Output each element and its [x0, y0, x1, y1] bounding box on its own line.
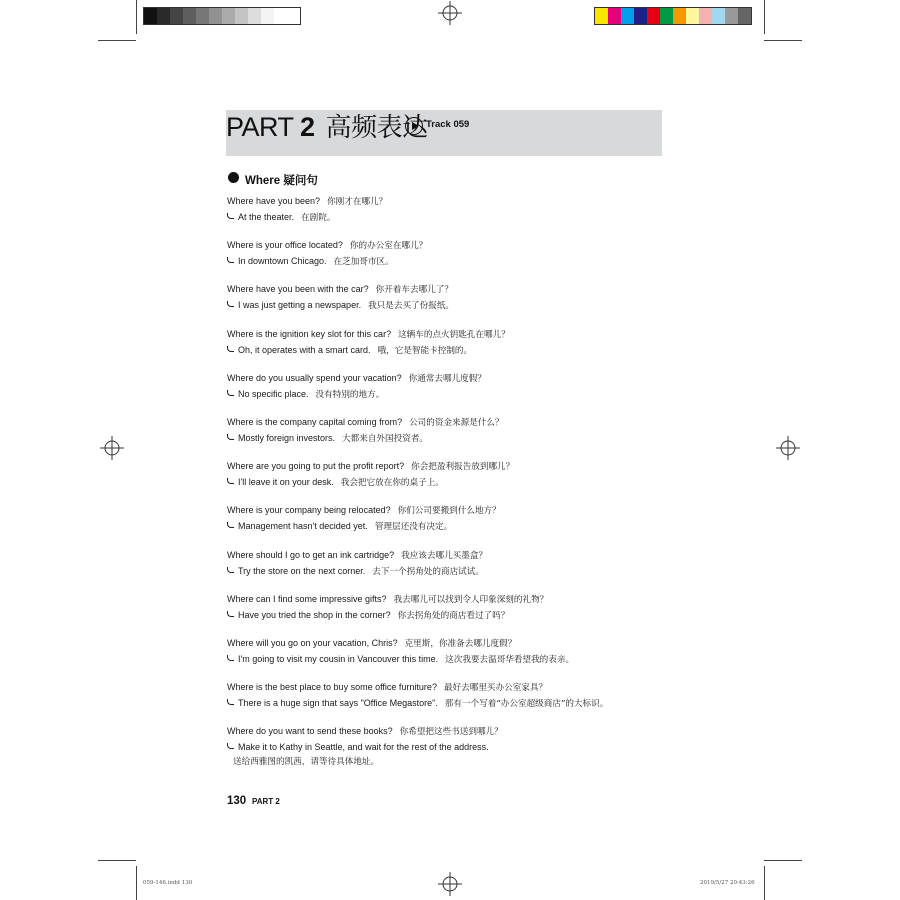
reply-arrow-icon [227, 522, 234, 528]
question-chinese: 你通常去哪儿度假？ [408, 373, 486, 384]
calibration-swatch [183, 8, 196, 24]
answer-chinese: 我会把它放在你的桌子上。 [340, 478, 444, 489]
crop-mark [764, 860, 802, 861]
crop-mark [98, 860, 136, 861]
color-calibration-bar [594, 7, 752, 25]
calibration-swatch [595, 8, 608, 24]
crop-mark [764, 0, 765, 34]
reply-arrow-icon [227, 567, 234, 573]
question-chinese: 公司的资金来源是什么？ [409, 417, 504, 428]
calibration-swatch [287, 8, 300, 24]
crop-mark [764, 866, 765, 900]
page-number: 130 [227, 795, 247, 807]
answer-chinese: 没有特别的地方。 [315, 389, 385, 400]
page-title [226, 107, 428, 144]
qa-item [227, 459, 687, 503]
answer-english: At the theater. [238, 212, 295, 222]
question-english: Where have you been? [227, 196, 321, 206]
qa-item [227, 371, 687, 415]
grayscale-calibration-bar [143, 7, 301, 25]
question-line [227, 680, 687, 696]
qa-item [227, 415, 687, 459]
answer-chinese: 这次我要去温哥华看望我的表亲。 [445, 654, 575, 665]
question-line [227, 238, 687, 254]
answer-english: I'll leave it on your desk. [238, 477, 334, 488]
question-english: Where have you been with the car? [227, 284, 369, 295]
question-line [227, 194, 687, 210]
answer-line [227, 210, 687, 226]
answer-english: I'm going to visit my cousin in Vancouver this time. [238, 653, 439, 664]
answer-chinese: 那有一个写着“办公室超级商店”的大标识。 [444, 699, 609, 710]
calibration-swatch [634, 8, 647, 24]
play-icon[interactable] [405, 117, 423, 135]
section-title: Where 疑问句 [245, 175, 318, 187]
qa-item [227, 724, 687, 768]
crop-mark [98, 40, 136, 41]
calibration-swatch [725, 8, 738, 24]
reply-arrow-icon [227, 213, 234, 219]
question-english: Where can I find some impressive gifts? [227, 593, 387, 604]
answer-english: In downtown Chicago. [238, 256, 327, 267]
answer-english: There is a huge sign that says "Office Megastore". [238, 698, 438, 709]
reply-arrow-icon [227, 743, 234, 749]
answer-english: Try the store on the next corner. [238, 565, 366, 576]
question-chinese: 最好去哪里买办公室家具？ [443, 683, 548, 694]
question-english: Where is the ignition key slot for this car? [227, 328, 392, 339]
calibration-swatch [144, 8, 157, 24]
answer-chinese: 大都来自外国投资者。 [342, 433, 428, 444]
part-word: PART [226, 112, 294, 142]
calibration-swatch [235, 8, 248, 24]
calibration-swatch [712, 8, 725, 24]
qa-item [227, 636, 687, 680]
question-chinese: 你的办公室在哪儿？ [349, 241, 428, 252]
qa-item [227, 680, 687, 724]
answer-chinese: 送给西雅图的凯茜，请等待具体地址。 [233, 757, 380, 768]
slug-file-info: 059-146.indd 130 [143, 880, 193, 886]
question-english: Where are you going to put the profit report? [227, 461, 405, 472]
answer-chinese: 你去拐角处的商店看过了吗？ [397, 610, 510, 621]
calibration-swatch [157, 8, 170, 24]
question-english: Where do you usually spend your vacation? [227, 372, 402, 383]
question-chinese: 你们公司要搬到什么地方？ [397, 506, 501, 517]
answer-chinese: 管理层还没有决定。 [374, 522, 453, 533]
answer-line [227, 519, 687, 535]
answer-chinese: 在剧院。 [301, 213, 336, 223]
calibration-swatch [274, 8, 287, 24]
qa-item [227, 503, 687, 547]
question-english: Where is your company being relocated? [227, 505, 391, 516]
qa-item [227, 592, 687, 636]
answer-english: Have you tried the shop in the corner? [238, 609, 391, 620]
calibration-swatch [248, 8, 261, 24]
question-line [227, 415, 687, 431]
bullet-icon [228, 172, 239, 183]
calibration-swatch [673, 8, 686, 24]
reply-arrow-icon [227, 346, 234, 352]
calibration-swatch [196, 8, 209, 24]
answer-english: Oh, it operates with a smart card. [238, 344, 371, 355]
question-english: Where do you want to send these books? [227, 726, 393, 737]
footer-part-label: PART 2 [252, 797, 280, 806]
slug-timestamp: 2019/5/27 20:43:26 [700, 880, 755, 886]
answer-line [227, 608, 687, 624]
track-label: Track 059 [426, 119, 470, 130]
answer-line [227, 431, 687, 447]
question-line [227, 327, 687, 343]
qa-item [227, 548, 687, 592]
qa-item [227, 282, 687, 326]
question-english: Where should I go to get an ink cartridge? [227, 549, 395, 560]
answer-line [227, 696, 687, 712]
part-number: 2 [300, 112, 315, 142]
crop-mark [764, 40, 802, 41]
calibration-swatch [699, 8, 712, 24]
reply-arrow-icon [227, 257, 234, 263]
calibration-swatch [209, 8, 222, 24]
question-line [227, 724, 687, 740]
registration-mark-icon [438, 1, 462, 25]
qa-list [227, 194, 687, 768]
answer-line [227, 387, 687, 403]
question-english: Where is the best place to buy some office furniture? [227, 682, 437, 693]
question-chinese: 你会把盈利报告放到哪儿？ [411, 462, 515, 473]
answer-line [227, 564, 687, 580]
question-chinese: 克里斯，你准备去哪儿度假？ [404, 638, 517, 649]
calibration-swatch [660, 8, 673, 24]
question-chinese: 我去哪儿可以找到令人印象深刻的礼物？ [393, 594, 549, 605]
answer-english: No specific place. [238, 388, 309, 399]
answer-line [227, 343, 687, 359]
calibration-swatch [621, 8, 634, 24]
question-chinese: 这辆车的点火钥匙孔在哪儿？ [398, 329, 510, 340]
crop-mark [136, 0, 137, 34]
reply-arrow-icon [227, 655, 234, 661]
question-chinese: 你开着车去哪儿了？ [375, 285, 453, 296]
reply-arrow-icon [227, 390, 234, 396]
qa-item [227, 238, 687, 282]
calibration-swatch [261, 8, 274, 24]
answer-line [227, 254, 687, 270]
question-line [227, 503, 687, 519]
question-english: Where is the company capital coming from? [227, 416, 403, 427]
question-english: Where will you go on your vacation, Chris? [227, 637, 398, 648]
calibration-swatch [170, 8, 183, 24]
answer-line [227, 740, 687, 755]
qa-item [227, 327, 687, 371]
answer-english: Make it to Kathy in Seattle, and wait for the rest of the address. [238, 742, 489, 753]
qa-item [227, 194, 687, 238]
reply-arrow-icon [227, 434, 234, 440]
reply-arrow-icon [227, 699, 234, 705]
question-line [227, 548, 687, 564]
registration-mark-icon [776, 436, 800, 460]
registration-mark-icon [100, 436, 124, 460]
answer-english: Management hasn't decided yet. [238, 521, 368, 532]
question-line [227, 371, 687, 387]
answer-chinese: 在芝加哥市区。 [333, 257, 394, 268]
calibration-swatch [608, 8, 621, 24]
answer-english: Mostly foreign investors. [238, 432, 336, 443]
calibration-swatch [222, 8, 235, 24]
title-chinese: 高频表达 [325, 113, 428, 143]
answer-english: I was just getting a newspaper. [238, 300, 362, 311]
calibration-swatch [647, 8, 660, 24]
answer-chinese: 我只是去买了份报纸。 [368, 301, 455, 312]
registration-mark-icon [438, 872, 462, 896]
answer-line [227, 298, 687, 314]
answer-line [227, 652, 687, 668]
reply-arrow-icon [227, 478, 234, 484]
question-chinese: 你希望把这些书送到哪儿？ [399, 727, 503, 738]
question-chinese: 我应该去哪儿买墨盒？ [401, 550, 488, 561]
question-line [227, 592, 687, 608]
question-line [227, 282, 687, 298]
reply-arrow-icon [227, 301, 234, 307]
question-english: Where is your office located? [227, 240, 343, 251]
question-line [227, 459, 687, 475]
answer-chinese: 去下一个拐角处的商店试试。 [372, 566, 484, 577]
calibration-swatch [738, 8, 751, 24]
reply-arrow-icon [227, 611, 234, 617]
answer-chinese: 哦，它是智能卡控制的。 [377, 345, 473, 356]
answer-line [227, 475, 687, 491]
question-line [227, 636, 687, 652]
calibration-swatch [686, 8, 699, 24]
question-chinese: 你刚才在哪儿？ [327, 197, 388, 207]
crop-mark [136, 866, 137, 900]
